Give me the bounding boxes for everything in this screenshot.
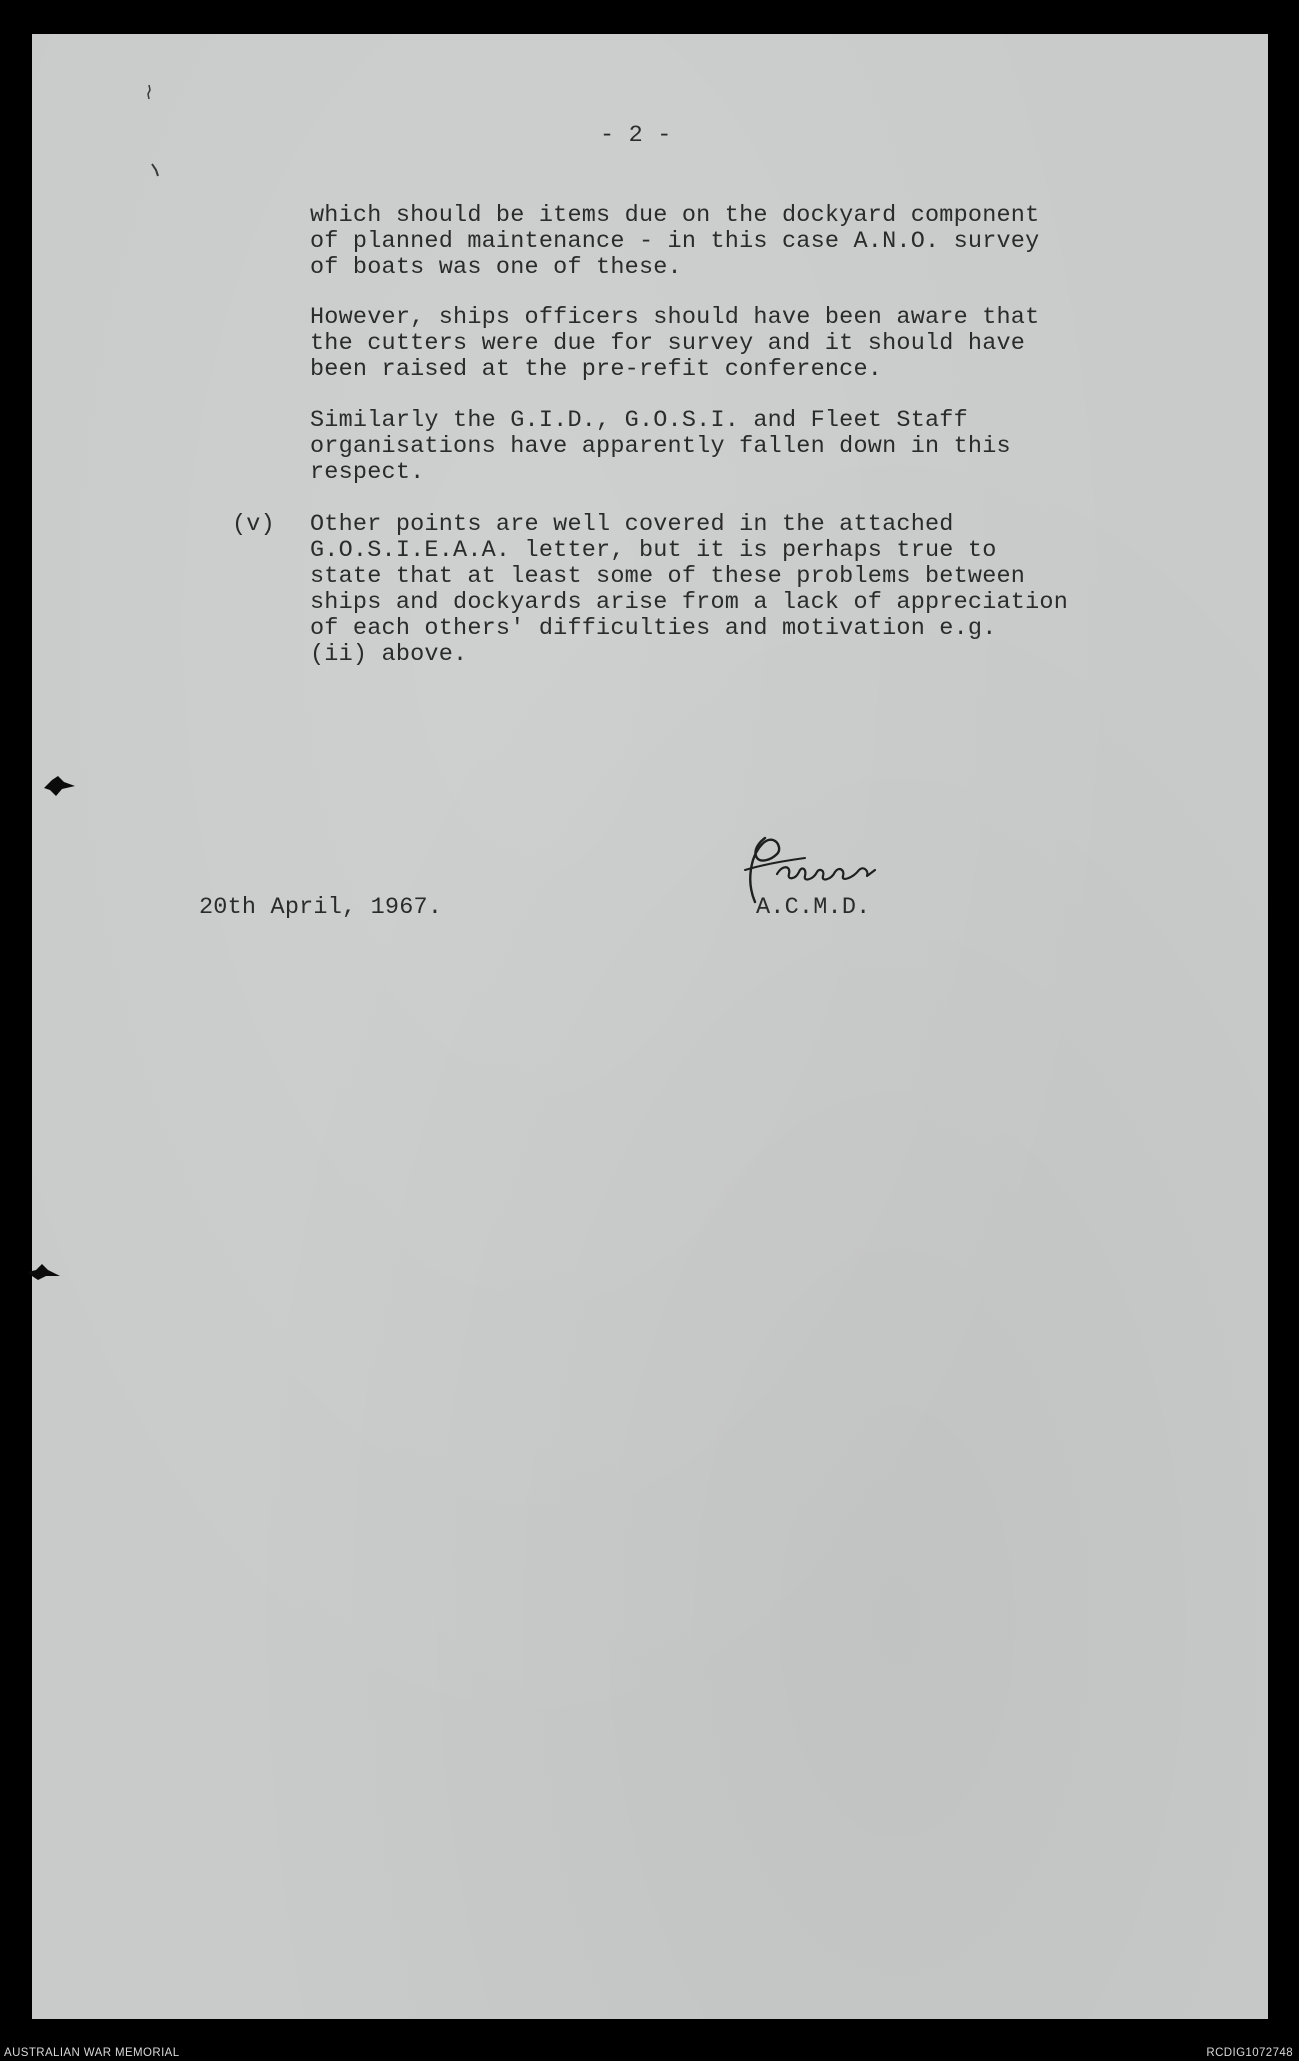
paragraph-4 (310, 512, 1068, 668)
speck-mark (150, 162, 160, 178)
text-line: However, ships officers should have been aware that (310, 304, 1040, 331)
item-marker: (v) (232, 511, 275, 538)
text-line: (ii) above. (310, 641, 468, 668)
text-line: respect. (310, 459, 425, 486)
text-line: state that at least some of these problems between (310, 563, 1026, 590)
text-line: G.O.S.I.E.A.A. letter, but it is perhaps true to (310, 537, 997, 564)
text-line: of boats was one of these. (310, 254, 682, 281)
footer-institution: AUSTRALIAN WAR MEMORIAL (4, 2047, 180, 2059)
text-line: been raised at the pre-refit conference. (310, 356, 883, 383)
text-line: of planned maintenance - in this case A.N.O. survey (310, 228, 1040, 255)
speck-mark (144, 84, 154, 100)
text-line: which should be items due on the dockyard component (310, 202, 1040, 229)
page-number: - 2 - (600, 122, 672, 149)
text-line: ships and dockyards arise from a lack of appreciation (310, 589, 1069, 616)
document-page (32, 34, 1268, 2019)
text-line: of each others' difficulties and motivation e.g. (310, 615, 997, 642)
paragraph-3 (310, 408, 1011, 486)
text-line: the cutters were due for survey and it should have (310, 330, 1026, 357)
paragraph-1 (310, 203, 1039, 281)
sender-designation: A.C.M.D. (756, 894, 871, 921)
footer-reference-code: RCDIG1072748 (1206, 2047, 1293, 2059)
letter-date: 20th April, 1967. (199, 894, 443, 921)
punch-hole (28, 1262, 62, 1284)
text-line: Other points are well covered in the attached (310, 511, 954, 538)
paragraph-2 (310, 305, 1039, 383)
text-line: organisations have apparently fallen down in this (310, 433, 1011, 460)
punch-hole (42, 776, 76, 798)
text-line: Similarly the G.I.D., G.O.S.I. and Fleet Staff (310, 407, 968, 434)
